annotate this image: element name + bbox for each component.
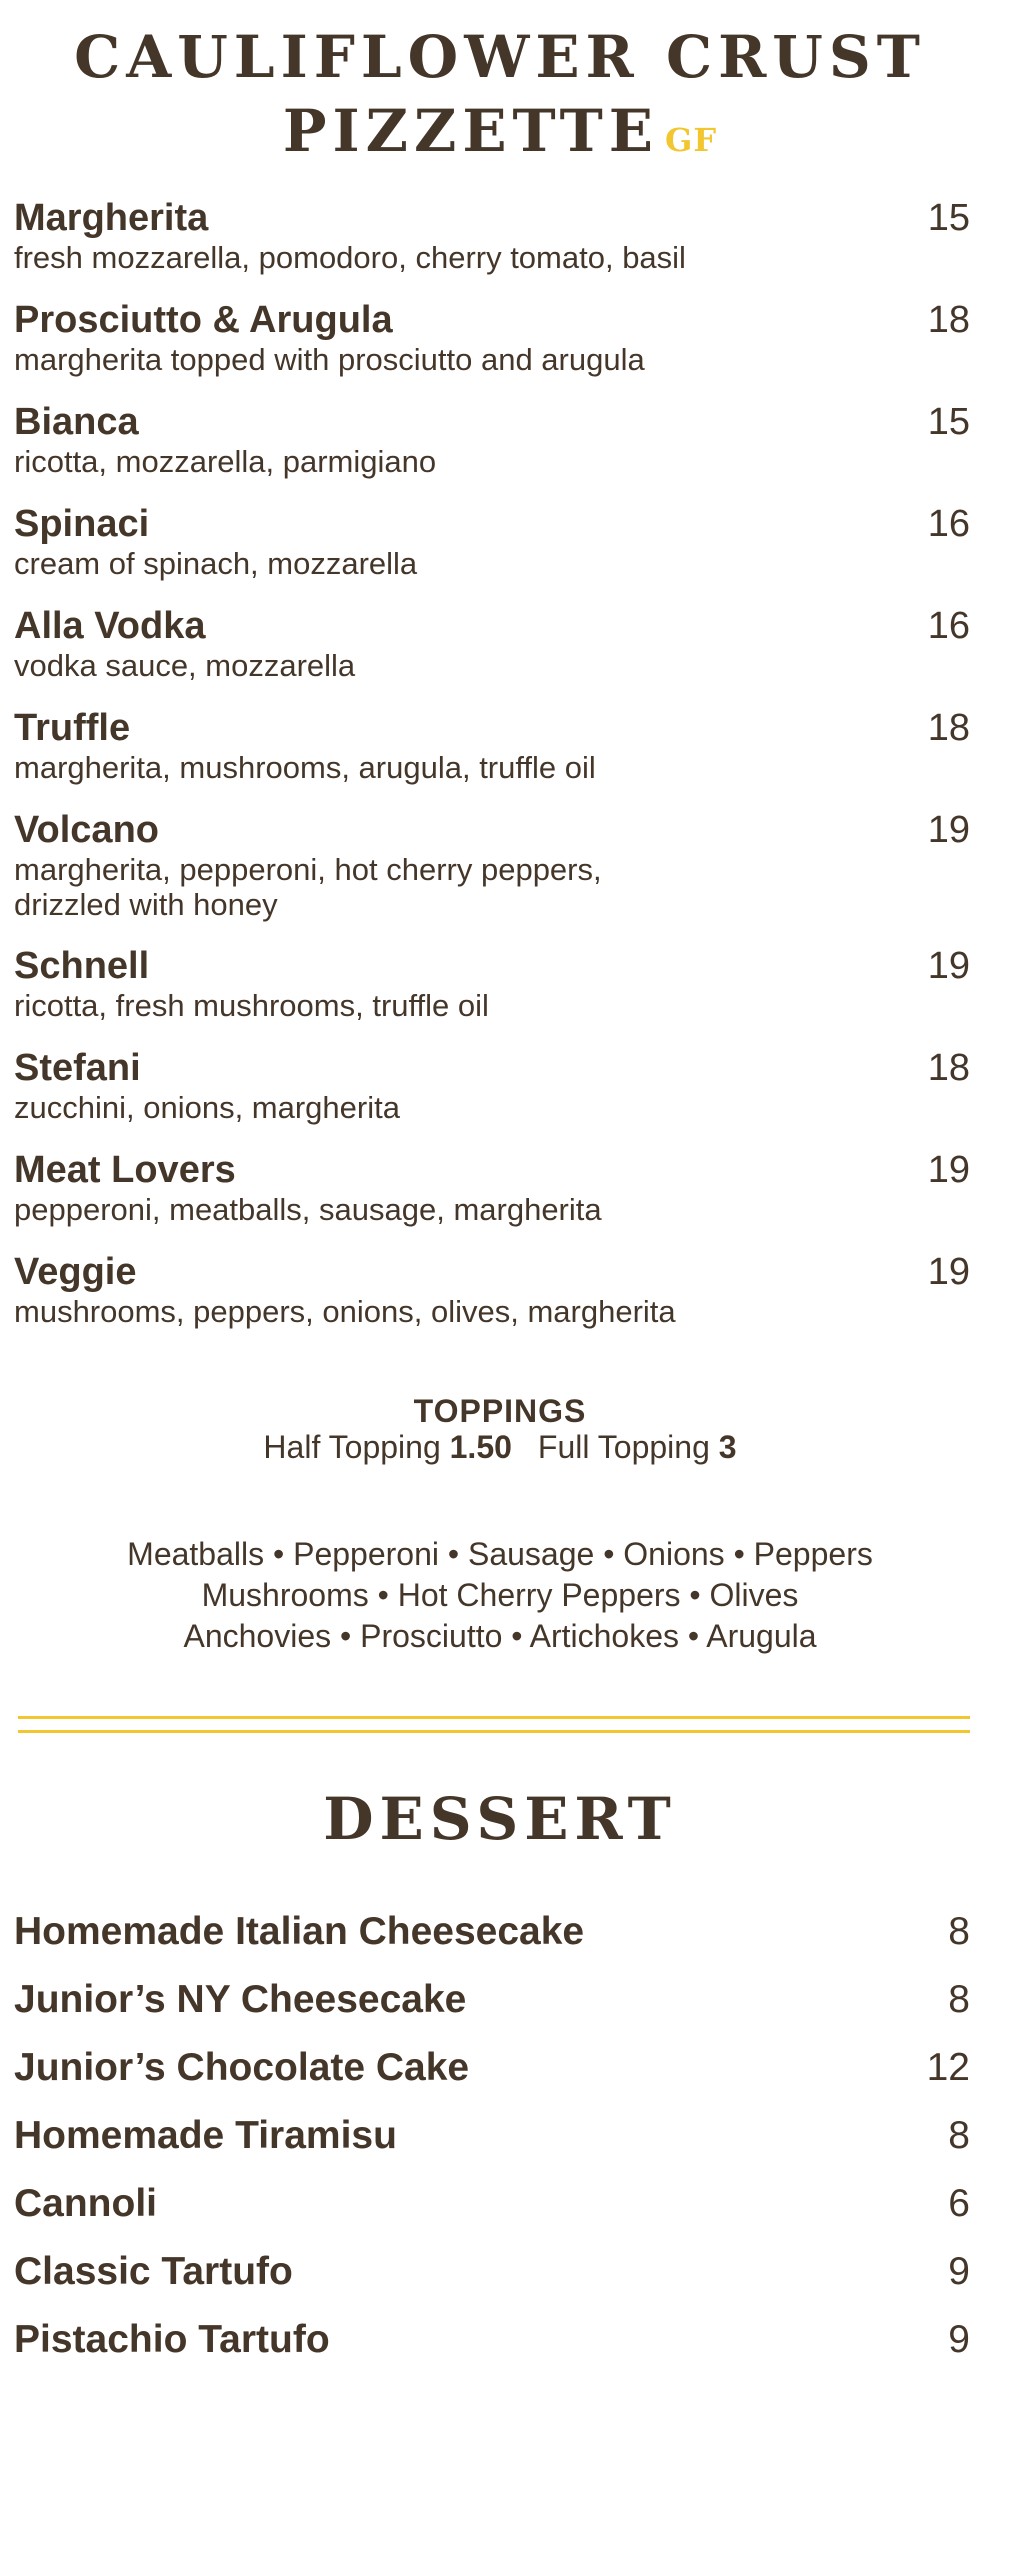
menu-item <box>14 400 970 479</box>
menu-item-name: Schnell <box>14 945 150 987</box>
menu-item-price: 19 <box>927 945 970 987</box>
menu-item <box>14 604 970 683</box>
dessert-item-name: Homemade Tiramisu <box>14 2114 397 2157</box>
menu-item-name: Veggie <box>14 1251 137 1293</box>
section-title-pizzette-word: PIZZETTE <box>282 97 660 165</box>
menu-item-price: 15 <box>927 197 970 239</box>
menu-item-description: vodka sauce, mozzarella <box>14 648 356 683</box>
dessert-item-price: 9 <box>948 2318 970 2361</box>
dessert-item <box>14 2044 970 2094</box>
menu-item-name: Volcano <box>14 809 159 851</box>
dessert-item <box>14 2316 970 2366</box>
menu-item-price: 19 <box>927 1149 970 1191</box>
section-title-pizzette: CAULIFLOWER CRUST <box>74 23 926 91</box>
dessert-item-price: 6 <box>948 2182 970 2225</box>
menu-item-description: mushrooms, peppers, onions, olives, margherita <box>14 1294 676 1329</box>
menu-item-name: Meat Lovers <box>14 1149 236 1191</box>
menu-item-description: margherita, mushrooms, arugula, truffle oil <box>14 750 596 785</box>
menu-item-description: zucchini, onions, margherita <box>14 1090 400 1125</box>
menu-item <box>14 1250 970 1329</box>
menu-item-name: Margherita <box>14 197 209 239</box>
dessert-item-name: Junior’s Chocolate Cake <box>14 2046 470 2089</box>
dessert-item-name: Junior’s NY Cheesecake <box>14 1978 467 2021</box>
dessert-item-price: 8 <box>948 1910 970 1953</box>
menu-item-price: 16 <box>927 503 970 545</box>
menu-item-price: 18 <box>927 1047 970 1089</box>
full-topping-label: Full Topping <box>537 1429 710 1465</box>
menu-item-price: 19 <box>927 1251 970 1293</box>
menu-item-name: Bianca <box>14 401 139 443</box>
dessert-item-price: 8 <box>948 2114 970 2157</box>
menu-item-name: Prosciutto & Arugula <box>14 299 393 341</box>
menu-item-price: 19 <box>927 809 970 851</box>
menu-item <box>14 1046 970 1125</box>
menu-item-description: ricotta, fresh mushrooms, truffle oil <box>14 988 489 1023</box>
menu-item-name: Truffle <box>14 707 131 749</box>
menu-item <box>14 196 970 275</box>
section-title-pizzette-line2 <box>0 96 1000 175</box>
menu-item <box>14 944 970 1023</box>
dessert-item-price: 8 <box>948 1978 970 2021</box>
menu-item-price: 18 <box>927 299 970 341</box>
divider-line-top <box>18 1716 970 1719</box>
toppings-list-line: Anchovies • Prosciutto • Artichokes • Arugula <box>183 1618 817 1654</box>
dessert-item <box>14 1976 970 2026</box>
half-topping-label: Half Topping <box>263 1429 441 1465</box>
dessert-item <box>14 2248 970 2298</box>
dessert-item-name: Classic Tartufo <box>14 2250 293 2293</box>
menu-item <box>14 706 970 785</box>
menu-item-price: 15 <box>927 401 970 443</box>
toppings-title: TOPPINGS <box>413 1393 587 1429</box>
menu-item-description: cream of spinach, mozzarella <box>14 546 418 581</box>
dessert-item-name: Cannoli <box>14 2182 157 2225</box>
menu-item <box>14 808 970 922</box>
dessert-item-price: 9 <box>948 2250 970 2293</box>
menu-item <box>14 298 970 377</box>
toppings-list-line: Meatballs • Pepperoni • Sausage • Onions • Peppers <box>127 1536 873 1572</box>
dessert-item-name: Pistachio Tartufo <box>14 2318 330 2361</box>
menu-item-description-line2: drizzled with honey <box>14 887 278 922</box>
menu-item-description: ricotta, mozzarella, parmigiano <box>14 444 437 479</box>
menu-item <box>14 1148 970 1227</box>
dessert-item <box>14 2112 970 2162</box>
toppings-prices <box>0 1428 1000 1466</box>
menu-item <box>14 502 970 581</box>
dessert-item <box>14 1908 970 1958</box>
menu-item-name: Alla Vodka <box>14 605 206 647</box>
gluten-free-badge: GF <box>665 121 718 159</box>
toppings-list-line: Mushrooms • Hot Cherry Peppers • Olives <box>201 1577 799 1613</box>
menu-item-name: Stefani <box>14 1047 141 1089</box>
menu-item-description: margherita topped with prosciutto and arugula <box>14 342 645 377</box>
menu-item-description: pepperoni, meatballs, sausage, margherita <box>14 1192 602 1227</box>
full-topping-price: 3 <box>718 1429 737 1465</box>
divider-line-bottom <box>18 1730 970 1733</box>
menu-item-description: margherita, pepperoni, hot cherry peppers, <box>14 852 602 887</box>
menu-item-price: 18 <box>927 707 970 749</box>
dessert-item-name: Homemade Italian Cheesecake <box>14 1910 585 1953</box>
section-title-dessert: DESSERT <box>323 1785 677 1853</box>
menu-item-name: Spinaci <box>14 503 150 545</box>
menu-item-description: fresh mozzarella, pomodoro, cherry tomato, basil <box>14 240 686 275</box>
menu-item-price: 16 <box>927 605 970 647</box>
half-topping-price: 1.50 <box>449 1429 512 1465</box>
dessert-item-price: 12 <box>926 2046 970 2089</box>
dessert-item <box>14 2180 970 2230</box>
